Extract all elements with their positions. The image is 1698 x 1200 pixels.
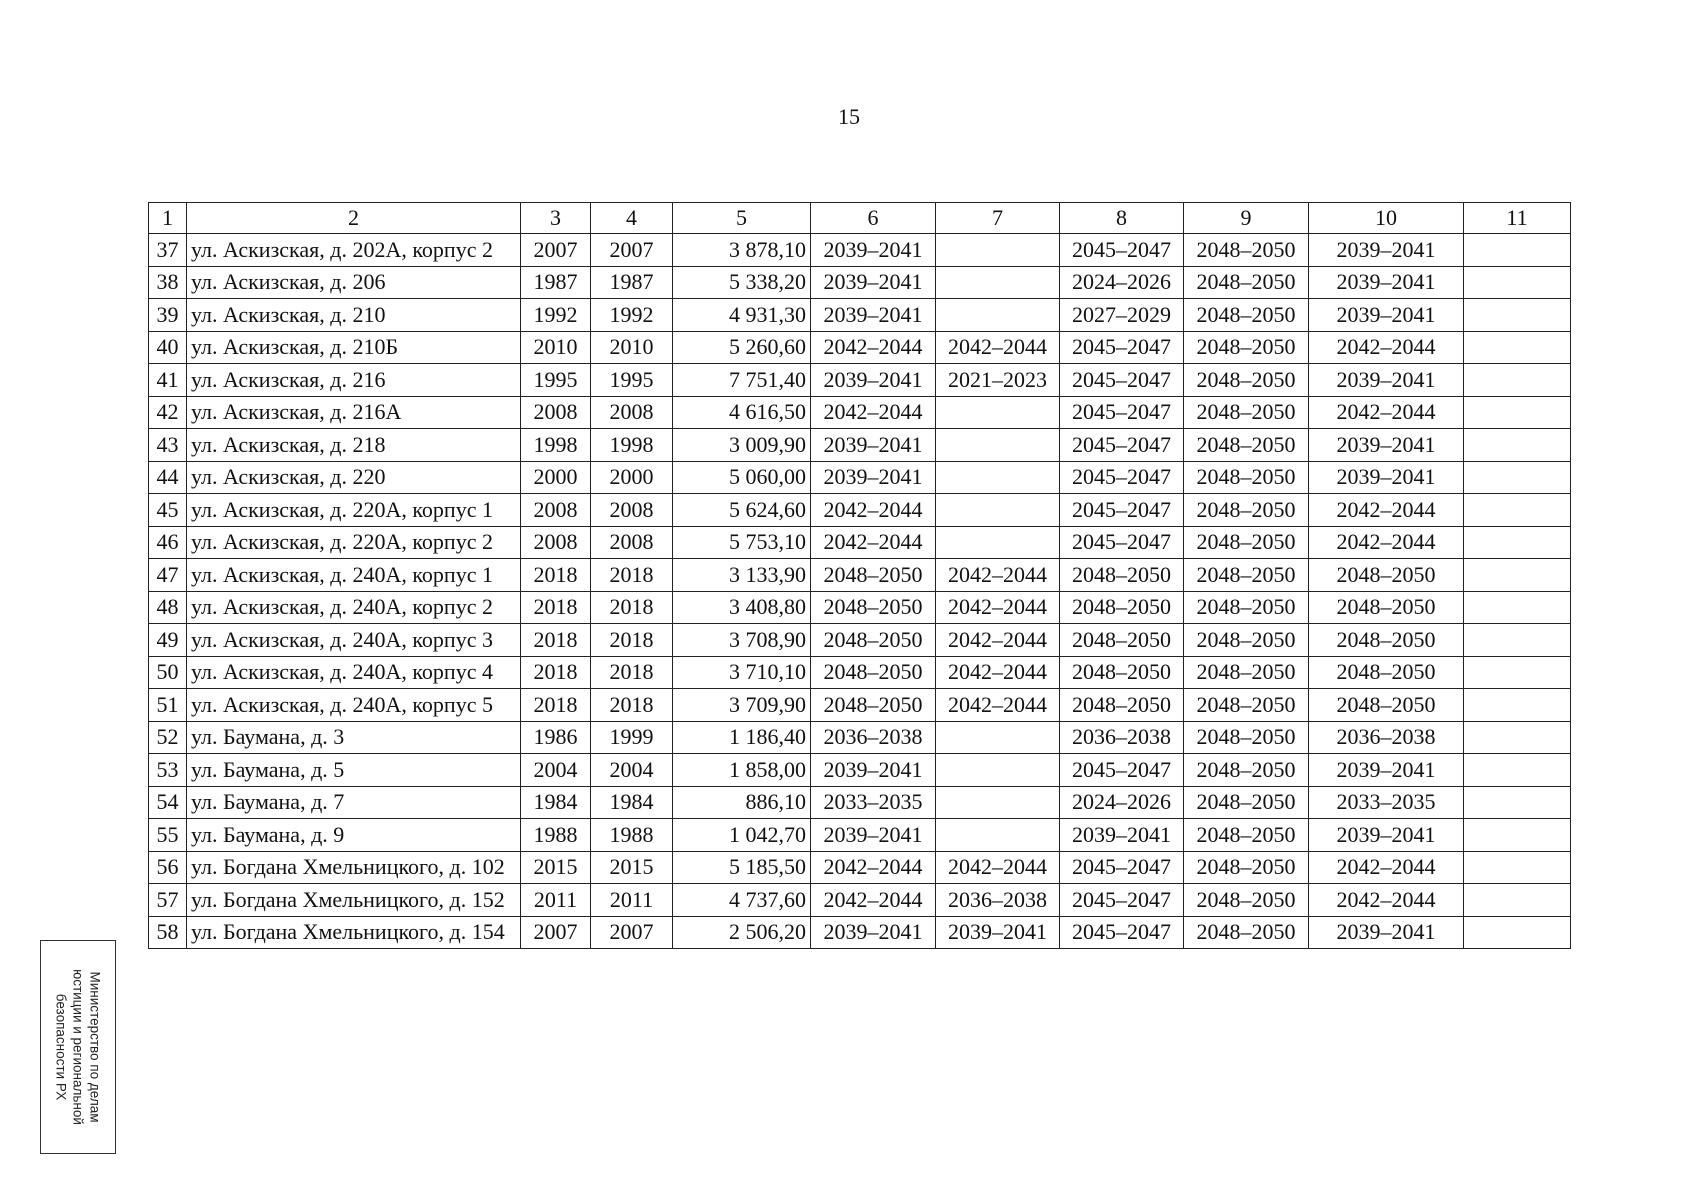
year-cell: 1987 — [591, 266, 673, 299]
period-cell: 2045–2047 — [1060, 884, 1184, 917]
empty-cell — [1464, 494, 1571, 527]
area-cell: 1 858,00 — [673, 754, 811, 787]
year-cell: 1995 — [591, 364, 673, 397]
period-cell: 2039–2041 — [1309, 429, 1464, 462]
year-cell: 2018 — [521, 689, 591, 722]
period-cell: 2039–2041 — [811, 461, 936, 494]
column-header: 11 — [1464, 203, 1571, 234]
period-cell: 2039–2041 — [1309, 266, 1464, 299]
year-cell: 2018 — [521, 591, 591, 624]
period-cell: 2048–2050 — [1309, 624, 1464, 657]
period-cell: 2024–2026 — [1060, 266, 1184, 299]
row-number: 57 — [149, 884, 187, 917]
table-row — [149, 689, 1571, 722]
period-cell: 2042–2044 — [1309, 331, 1464, 364]
period-cell — [936, 819, 1060, 852]
empty-cell — [1464, 786, 1571, 819]
period-cell — [936, 494, 1060, 527]
year-cell: 1998 — [521, 429, 591, 462]
area-cell: 7 751,40 — [673, 364, 811, 397]
period-cell — [936, 299, 1060, 332]
period-cell: 2042–2044 — [811, 331, 936, 364]
empty-cell — [1464, 559, 1571, 592]
empty-cell — [1464, 234, 1571, 267]
period-cell: 2048–2050 — [1184, 429, 1309, 462]
empty-cell — [1464, 624, 1571, 657]
area-cell: 5 753,10 — [673, 526, 811, 559]
row-number: 56 — [149, 851, 187, 884]
period-cell: 2048–2050 — [1184, 721, 1309, 754]
address-cell: ул. Аскизская, д. 220А, корпус 2 — [187, 526, 521, 559]
stamp-line: Министерство по делам — [87, 971, 103, 1123]
period-cell: 2036–2038 — [936, 884, 1060, 917]
period-cell — [936, 234, 1060, 267]
period-cell: 2048–2050 — [1184, 884, 1309, 917]
period-cell — [936, 754, 1060, 787]
period-cell: 2048–2050 — [1309, 656, 1464, 689]
period-cell: 2048–2050 — [1184, 266, 1309, 299]
year-cell: 2000 — [521, 461, 591, 494]
area-cell: 5 624,60 — [673, 494, 811, 527]
period-cell: 2048–2050 — [1184, 299, 1309, 332]
period-cell: 2048–2050 — [1184, 331, 1309, 364]
registration-stamp — [40, 940, 116, 1154]
empty-cell — [1464, 364, 1571, 397]
period-cell: 2042–2044 — [1309, 494, 1464, 527]
period-cell: 2033–2035 — [1309, 786, 1464, 819]
row-number: 58 — [149, 916, 187, 949]
address-cell: ул. Богдана Хмельницкого, д. 152 — [187, 884, 521, 917]
buildings-table — [148, 202, 1571, 949]
table-row — [149, 364, 1571, 397]
period-cell: 2048–2050 — [1184, 851, 1309, 884]
period-cell: 2039–2041 — [811, 819, 936, 852]
empty-cell — [1464, 721, 1571, 754]
year-cell: 2015 — [521, 851, 591, 884]
period-cell: 2045–2047 — [1060, 429, 1184, 462]
area-cell: 3 408,80 — [673, 591, 811, 624]
address-cell: ул. Баумана, д. 7 — [187, 786, 521, 819]
address-cell: ул. Аскизская, д. 240А, корпус 3 — [187, 624, 521, 657]
period-cell: 2048–2050 — [811, 689, 936, 722]
period-cell: 2042–2044 — [936, 591, 1060, 624]
period-cell: 2048–2050 — [1309, 591, 1464, 624]
empty-cell — [1464, 526, 1571, 559]
period-cell: 2048–2050 — [1309, 559, 1464, 592]
table-row — [149, 721, 1571, 754]
period-cell: 2042–2044 — [1309, 526, 1464, 559]
empty-cell — [1464, 266, 1571, 299]
period-cell: 2039–2041 — [1309, 299, 1464, 332]
area-cell: 3 708,90 — [673, 624, 811, 657]
table-row — [149, 851, 1571, 884]
period-cell: 2042–2044 — [1309, 851, 1464, 884]
year-cell: 1995 — [521, 364, 591, 397]
table-body — [149, 234, 1571, 949]
column-header: 3 — [521, 203, 591, 234]
period-cell: 2024–2026 — [1060, 786, 1184, 819]
empty-cell — [1464, 851, 1571, 884]
period-cell: 2045–2047 — [1060, 364, 1184, 397]
period-cell — [936, 721, 1060, 754]
period-cell: 2039–2041 — [936, 916, 1060, 949]
year-cell: 2011 — [591, 884, 673, 917]
period-cell: 2039–2041 — [1309, 819, 1464, 852]
address-cell: ул. Аскизская, д. 240А, корпус 5 — [187, 689, 521, 722]
period-cell: 2039–2041 — [811, 364, 936, 397]
period-cell: 2045–2047 — [1060, 916, 1184, 949]
period-cell: 2048–2050 — [811, 559, 936, 592]
table-row — [149, 786, 1571, 819]
year-cell: 2008 — [591, 526, 673, 559]
table-row — [149, 266, 1571, 299]
address-cell: ул. Богдана Хмельницкого, д. 102 — [187, 851, 521, 884]
period-cell: 2042–2044 — [936, 656, 1060, 689]
period-cell: 2039–2041 — [811, 429, 936, 462]
period-cell: 2042–2044 — [936, 559, 1060, 592]
area-cell: 5 185,50 — [673, 851, 811, 884]
area-cell: 4 616,50 — [673, 396, 811, 429]
row-number: 52 — [149, 721, 187, 754]
row-number: 48 — [149, 591, 187, 624]
area-cell: 3 709,90 — [673, 689, 811, 722]
area-cell: 4 737,60 — [673, 884, 811, 917]
empty-cell — [1464, 819, 1571, 852]
period-cell: 2048–2050 — [1060, 689, 1184, 722]
column-header: 9 — [1184, 203, 1309, 234]
year-cell: 2010 — [591, 331, 673, 364]
column-header: 1 — [149, 203, 187, 234]
period-cell — [936, 266, 1060, 299]
period-cell: 2048–2050 — [1184, 364, 1309, 397]
year-cell: 2018 — [521, 559, 591, 592]
area-cell: 4 931,30 — [673, 299, 811, 332]
year-cell: 2007 — [591, 916, 673, 949]
year-cell: 2018 — [591, 656, 673, 689]
table-header-row — [149, 203, 1571, 234]
row-number: 46 — [149, 526, 187, 559]
year-cell: 1992 — [591, 299, 673, 332]
row-number: 54 — [149, 786, 187, 819]
year-cell: 2018 — [591, 591, 673, 624]
empty-cell — [1464, 591, 1571, 624]
row-number: 53 — [149, 754, 187, 787]
row-number: 45 — [149, 494, 187, 527]
year-cell: 2011 — [521, 884, 591, 917]
stamp-line: безопасности РХ — [53, 993, 69, 1101]
period-cell: 2042–2044 — [936, 851, 1060, 884]
period-cell: 2027–2029 — [1060, 299, 1184, 332]
table-row — [149, 234, 1571, 267]
year-cell: 2004 — [521, 754, 591, 787]
area-cell: 2 506,20 — [673, 916, 811, 949]
area-cell: 5 338,20 — [673, 266, 811, 299]
period-cell: 2033–2035 — [811, 786, 936, 819]
period-cell: 2045–2047 — [1060, 396, 1184, 429]
period-cell: 2039–2041 — [811, 754, 936, 787]
period-cell: 2048–2050 — [1184, 559, 1309, 592]
table-row — [149, 624, 1571, 657]
column-header: 5 — [673, 203, 811, 234]
address-cell: ул. Аскизская, д. 240А, корпус 2 — [187, 591, 521, 624]
table-row — [149, 819, 1571, 852]
period-cell: 2048–2050 — [1184, 461, 1309, 494]
area-cell: 3 710,10 — [673, 656, 811, 689]
period-cell: 2045–2047 — [1060, 754, 1184, 787]
address-cell: ул. Баумана, д. 3 — [187, 721, 521, 754]
column-header: 6 — [811, 203, 936, 234]
period-cell — [936, 786, 1060, 819]
period-cell: 2048–2050 — [1060, 656, 1184, 689]
address-cell: ул. Аскизская, д. 206 — [187, 266, 521, 299]
empty-cell — [1464, 916, 1571, 949]
period-cell: 2048–2050 — [811, 624, 936, 657]
area-cell: 3 009,90 — [673, 429, 811, 462]
year-cell: 2018 — [591, 689, 673, 722]
column-header: 8 — [1060, 203, 1184, 234]
year-cell: 2008 — [591, 396, 673, 429]
period-cell: 2039–2041 — [1309, 234, 1464, 267]
address-cell: ул. Баумана, д. 9 — [187, 819, 521, 852]
year-cell: 2004 — [591, 754, 673, 787]
year-cell: 1998 — [591, 429, 673, 462]
table-row — [149, 754, 1571, 787]
year-cell: 2008 — [521, 526, 591, 559]
period-cell: 2048–2050 — [1184, 786, 1309, 819]
year-cell: 1984 — [521, 786, 591, 819]
empty-cell — [1464, 656, 1571, 689]
address-cell: ул. Аскизская, д. 240А, корпус 1 — [187, 559, 521, 592]
period-cell: 2021–2023 — [936, 364, 1060, 397]
period-cell: 2042–2044 — [936, 689, 1060, 722]
table-row — [149, 331, 1571, 364]
row-number: 39 — [149, 299, 187, 332]
area-cell: 5 260,60 — [673, 331, 811, 364]
year-cell: 2007 — [591, 234, 673, 267]
year-cell: 1984 — [591, 786, 673, 819]
table-row — [149, 461, 1571, 494]
period-cell: 2045–2047 — [1060, 851, 1184, 884]
year-cell: 2015 — [591, 851, 673, 884]
column-header: 10 — [1309, 203, 1464, 234]
row-number: 50 — [149, 656, 187, 689]
period-cell: 2036–2038 — [1060, 721, 1184, 754]
row-number: 51 — [149, 689, 187, 722]
period-cell: 2048–2050 — [1184, 494, 1309, 527]
row-number: 40 — [149, 331, 187, 364]
period-cell: 2048–2050 — [811, 656, 936, 689]
period-cell: 2039–2041 — [811, 266, 936, 299]
address-cell: ул. Аскизская, д. 240А, корпус 4 — [187, 656, 521, 689]
year-cell: 1992 — [521, 299, 591, 332]
address-cell: ул. Богдана Хмельницкого, д. 154 — [187, 916, 521, 949]
period-cell: 2045–2047 — [1060, 494, 1184, 527]
period-cell — [936, 429, 1060, 462]
period-cell: 2045–2047 — [1060, 331, 1184, 364]
column-header: 4 — [591, 203, 673, 234]
period-cell: 2048–2050 — [1060, 624, 1184, 657]
period-cell: 2039–2041 — [1309, 461, 1464, 494]
table-row — [149, 494, 1571, 527]
table-row — [149, 526, 1571, 559]
stamp-text — [53, 944, 104, 1150]
period-cell: 2048–2050 — [1184, 624, 1309, 657]
year-cell: 1986 — [521, 721, 591, 754]
period-cell: 2048–2050 — [1184, 234, 1309, 267]
stamp-line: юстиции и региональной — [70, 969, 86, 1125]
row-number: 47 — [149, 559, 187, 592]
period-cell: 2039–2041 — [1309, 364, 1464, 397]
table-row — [149, 884, 1571, 917]
row-number: 55 — [149, 819, 187, 852]
table-row — [149, 396, 1571, 429]
period-cell: 2039–2041 — [1309, 754, 1464, 787]
period-cell: 2048–2050 — [1184, 396, 1309, 429]
year-cell: 1999 — [591, 721, 673, 754]
period-cell: 2048–2050 — [1309, 689, 1464, 722]
year-cell: 2018 — [521, 656, 591, 689]
table-row — [149, 591, 1571, 624]
period-cell: 2042–2044 — [811, 851, 936, 884]
column-header: 7 — [936, 203, 1060, 234]
row-number: 44 — [149, 461, 187, 494]
area-cell: 886,10 — [673, 786, 811, 819]
area-cell: 5 060,00 — [673, 461, 811, 494]
period-cell: 2042–2044 — [936, 331, 1060, 364]
page-number: 15 — [838, 104, 860, 129]
period-cell: 2045–2047 — [1060, 461, 1184, 494]
period-cell: 2048–2050 — [1184, 656, 1309, 689]
address-cell: ул. Аскизская, д. 220 — [187, 461, 521, 494]
period-cell: 2039–2041 — [1309, 916, 1464, 949]
period-cell — [936, 461, 1060, 494]
address-cell: ул. Аскизская, д. 220А, корпус 1 — [187, 494, 521, 527]
period-cell: 2048–2050 — [811, 591, 936, 624]
period-cell: 2048–2050 — [1184, 916, 1309, 949]
period-cell: 2042–2044 — [811, 526, 936, 559]
period-cell: 2045–2047 — [1060, 234, 1184, 267]
empty-cell — [1464, 299, 1571, 332]
period-cell: 2039–2041 — [1060, 819, 1184, 852]
year-cell: 2018 — [591, 624, 673, 657]
empty-cell — [1464, 396, 1571, 429]
period-cell: 2048–2050 — [1060, 591, 1184, 624]
table-row — [149, 916, 1571, 949]
empty-cell — [1464, 429, 1571, 462]
area-cell: 3 878,10 — [673, 234, 811, 267]
address-cell: ул. Аскизская, д. 210Б — [187, 331, 521, 364]
period-cell: 2048–2050 — [1184, 754, 1309, 787]
table-row — [149, 559, 1571, 592]
empty-cell — [1464, 689, 1571, 722]
year-cell: 2018 — [591, 559, 673, 592]
period-cell: 2042–2044 — [1309, 396, 1464, 429]
period-cell — [936, 526, 1060, 559]
year-cell: 2018 — [521, 624, 591, 657]
table-row — [149, 656, 1571, 689]
area-cell: 1 186,40 — [673, 721, 811, 754]
year-cell: 2007 — [521, 234, 591, 267]
row-number: 42 — [149, 396, 187, 429]
period-cell: 2045–2047 — [1060, 526, 1184, 559]
year-cell: 1988 — [521, 819, 591, 852]
year-cell: 1987 — [521, 266, 591, 299]
period-cell: 2042–2044 — [811, 884, 936, 917]
period-cell: 2039–2041 — [811, 234, 936, 267]
row-number: 43 — [149, 429, 187, 462]
address-cell: ул. Аскизская, д. 218 — [187, 429, 521, 462]
row-number: 38 — [149, 266, 187, 299]
year-cell: 1988 — [591, 819, 673, 852]
period-cell: 2039–2041 — [811, 299, 936, 332]
year-cell: 2007 — [521, 916, 591, 949]
period-cell: 2042–2044 — [811, 494, 936, 527]
period-cell: 2039–2041 — [811, 916, 936, 949]
year-cell: 2008 — [521, 396, 591, 429]
period-cell — [936, 396, 1060, 429]
row-number: 37 — [149, 234, 187, 267]
period-cell: 2042–2044 — [811, 396, 936, 429]
period-cell: 2048–2050 — [1184, 819, 1309, 852]
empty-cell — [1464, 754, 1571, 787]
year-cell: 2008 — [591, 494, 673, 527]
area-cell: 1 042,70 — [673, 819, 811, 852]
table-row — [149, 299, 1571, 332]
address-cell: ул. Аскизская, д. 216А — [187, 396, 521, 429]
period-cell: 2048–2050 — [1184, 689, 1309, 722]
address-cell: ул. Баумана, д. 5 — [187, 754, 521, 787]
row-number: 41 — [149, 364, 187, 397]
year-cell: 2008 — [521, 494, 591, 527]
period-cell: 2048–2050 — [1184, 526, 1309, 559]
year-cell: 2010 — [521, 331, 591, 364]
area-cell: 3 133,90 — [673, 559, 811, 592]
period-cell: 2036–2038 — [1309, 721, 1464, 754]
period-cell: 2042–2044 — [1309, 884, 1464, 917]
address-cell: ул. Аскизская, д. 216 — [187, 364, 521, 397]
period-cell: 2036–2038 — [811, 721, 936, 754]
empty-cell — [1464, 461, 1571, 494]
period-cell: 2048–2050 — [1060, 559, 1184, 592]
column-header: 2 — [187, 203, 521, 234]
period-cell: 2048–2050 — [1184, 591, 1309, 624]
table-row — [149, 429, 1571, 462]
address-cell: ул. Аскизская, д. 210 — [187, 299, 521, 332]
period-cell: 2042–2044 — [936, 624, 1060, 657]
empty-cell — [1464, 331, 1571, 364]
address-cell: ул. Аскизская, д. 202А, корпус 2 — [187, 234, 521, 267]
empty-cell — [1464, 884, 1571, 917]
year-cell: 2000 — [591, 461, 673, 494]
row-number: 49 — [149, 624, 187, 657]
